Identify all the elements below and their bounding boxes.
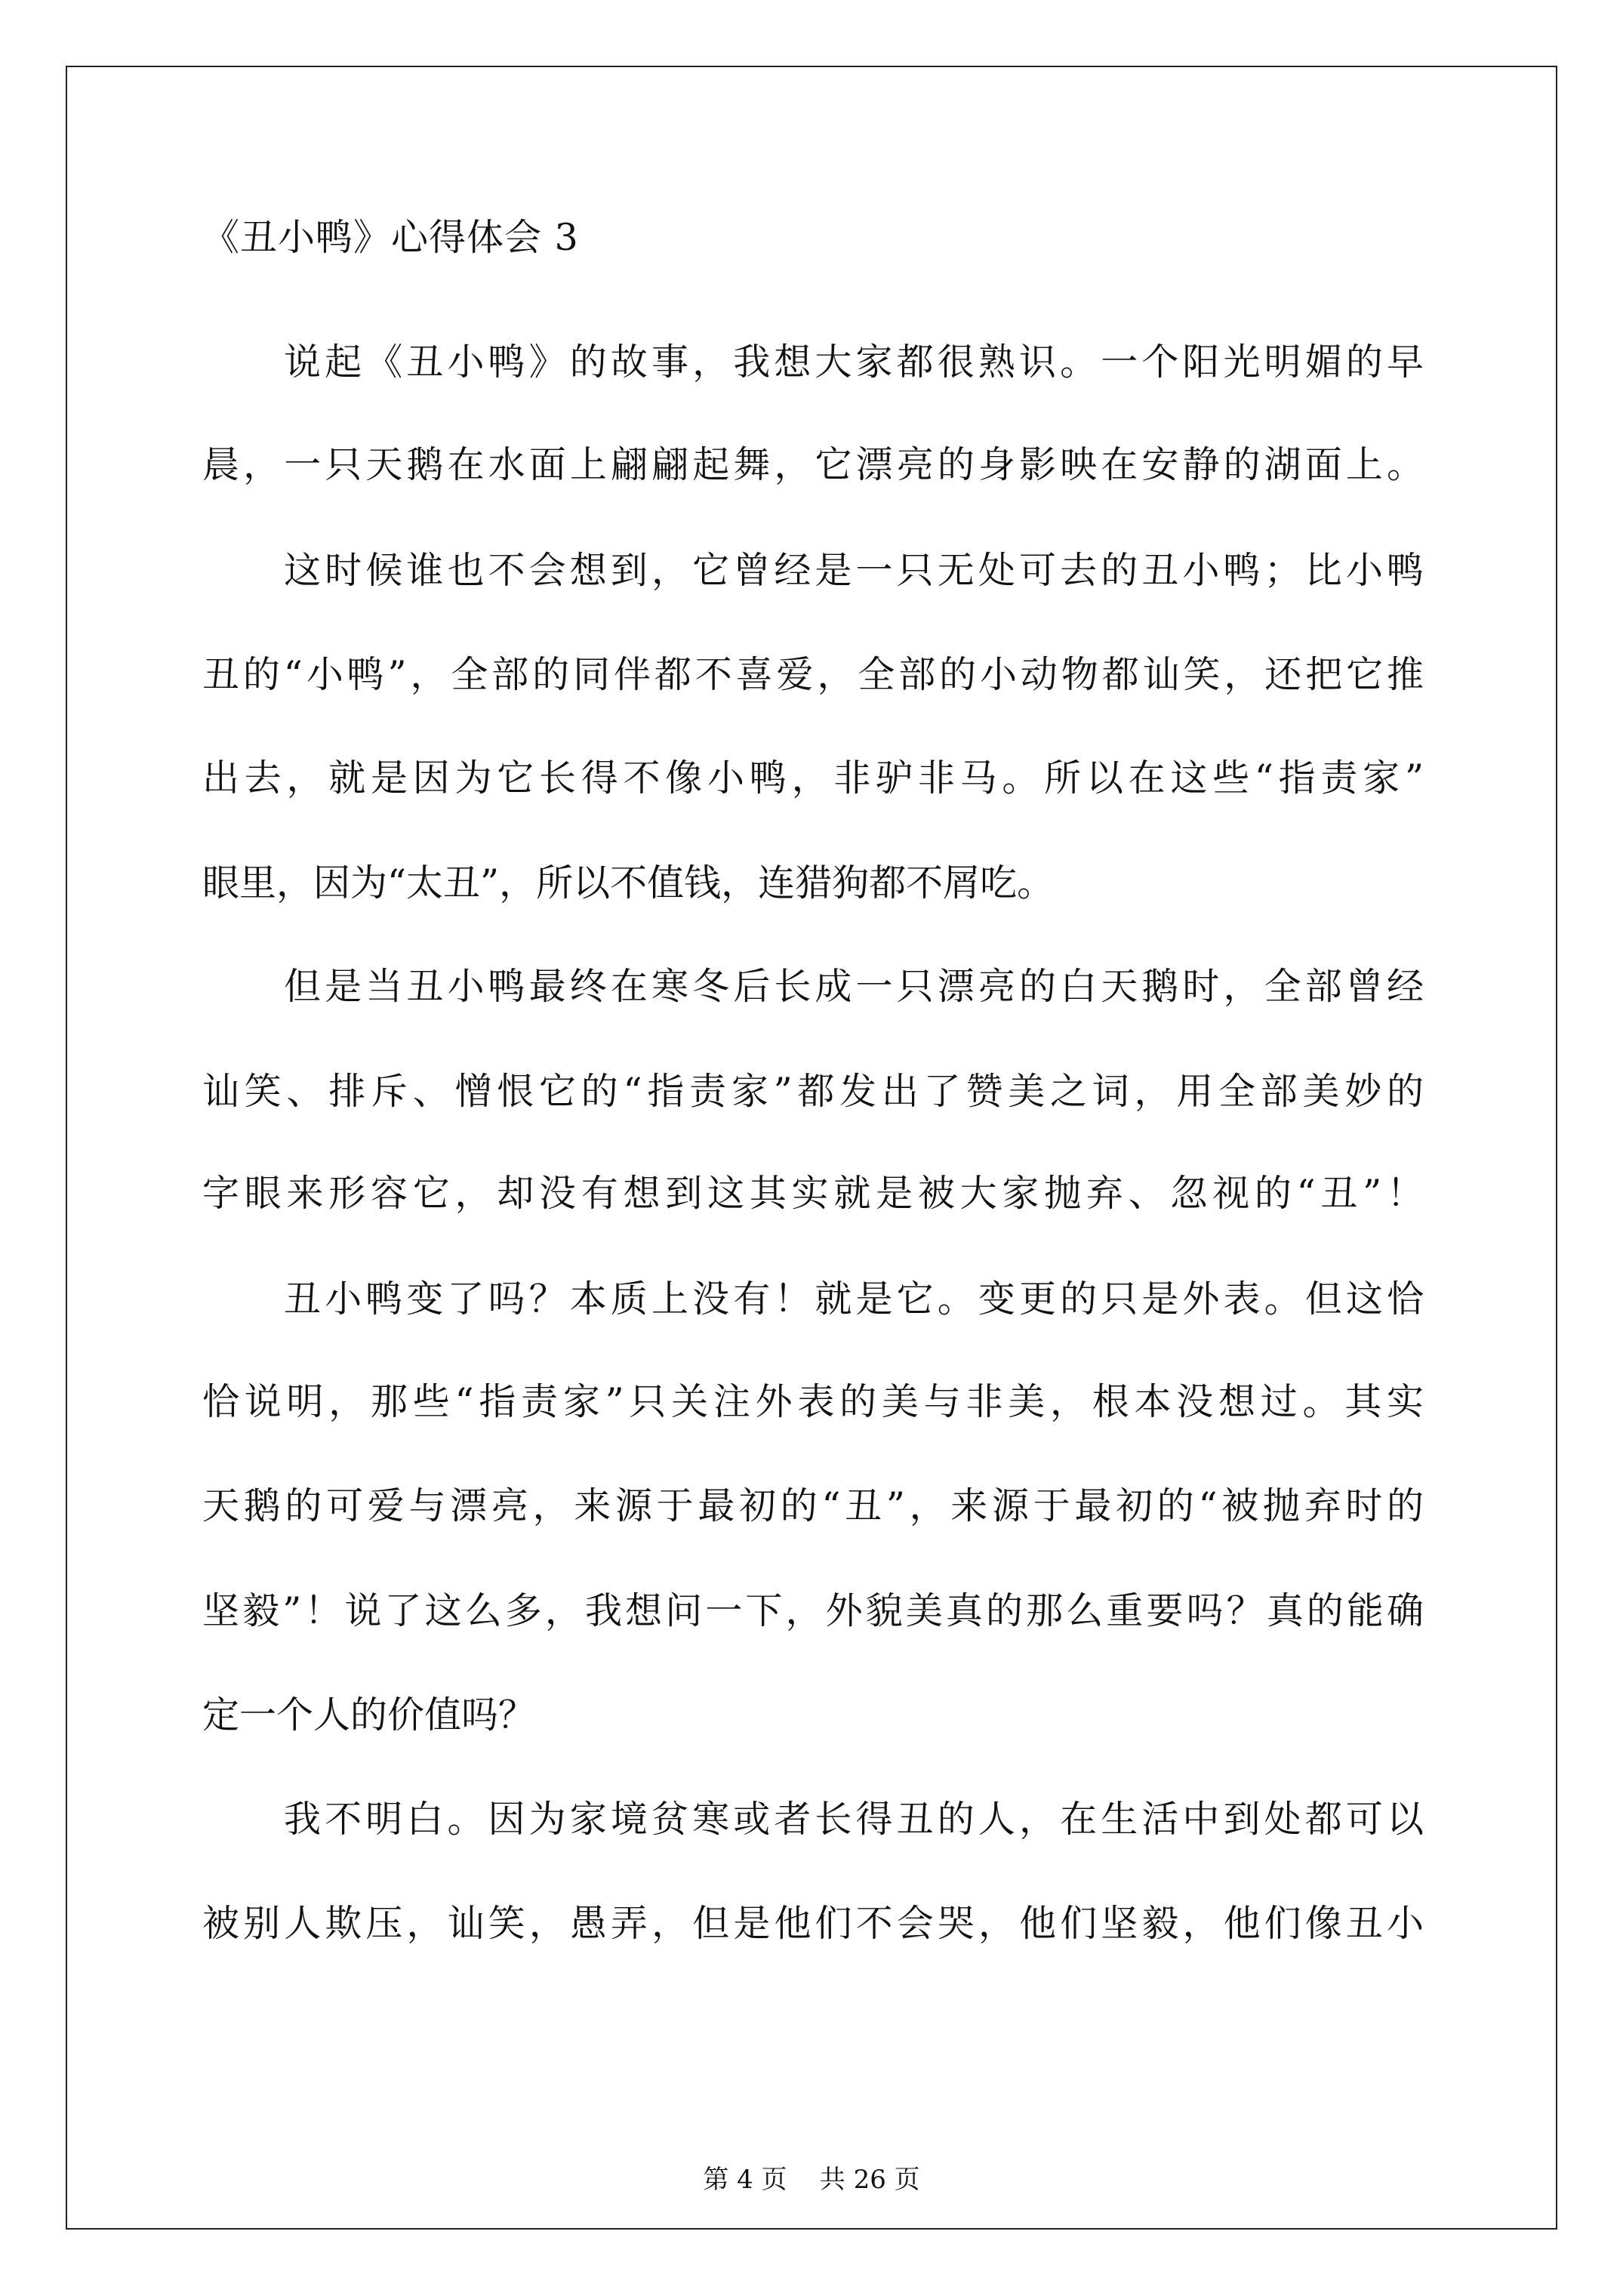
text-line: 定一个人的价值吗？ (202, 1693, 536, 1737)
text-line: 丑的“小鸭”，全部的同伴都不喜爱，全部的小动物都讪笑，还把它推 (202, 653, 1424, 696)
text-line: 被别人欺压，讪笑，愚弄，但是他们不会哭，他们坚毅，他们像丑小 (202, 1902, 1424, 1945)
text-line: 晨，一只天鹅在水面上翩翩起舞，它漂亮的身影映在安静的湖面上。 (202, 443, 1424, 486)
text-line: 这时候谁也不会想到，它曾经是一只无处可去的丑小鸭；比小鸭 (284, 549, 1424, 592)
text-line: 说起《丑小鸭》的故事，我想大家都很熟识。一个阳光明媚的早 (284, 341, 1424, 384)
text-line: 天鹅的可爱与漂亮，来源于最初的“丑”，来源于最初的“被抛弃时的 (202, 1484, 1424, 1527)
text-line: 坚毅”！说了这么多，我想问一下，外貌美真的那么重要吗？真的能确 (202, 1589, 1424, 1632)
text-line: 讪笑、排斥、憎恨它的“指责家”都发出了赞美之词，用全部美妙的 (202, 1070, 1424, 1113)
text-line: 字眼来形容它，却没有想到这其实就是被大家抛弃、忽视的“丑”！ (202, 1172, 1424, 1215)
text-line: 丑小鸭变了吗？本质上没有！就是它。变更的只是外表。但这恰 (284, 1277, 1424, 1321)
document-title: 《丑小鸭》心得体会 3 (202, 216, 579, 259)
text-line: 出去，就是因为它长得不像小鸭，非驴非马。所以在这些“指责家” (202, 757, 1424, 800)
text-line: 眼里，因为“太丑”，所以不值钱，连猎狗都不屑吃。 (202, 861, 1055, 905)
page-number-footer: 第 4 页 共 26 页 (703, 2165, 920, 2195)
text-line: 但是当丑小鸭最终在寒冬后长成一只漂亮的白天鹅时，全部曾经 (284, 965, 1424, 1008)
text-line: 我不明白。因为家境贫寒或者长得丑的人，在生活中到处都可以 (284, 1798, 1424, 1841)
text-line: 恰说明，那些“指责家”只关注外表的美与非美，根本没想过。其实 (202, 1380, 1424, 1423)
